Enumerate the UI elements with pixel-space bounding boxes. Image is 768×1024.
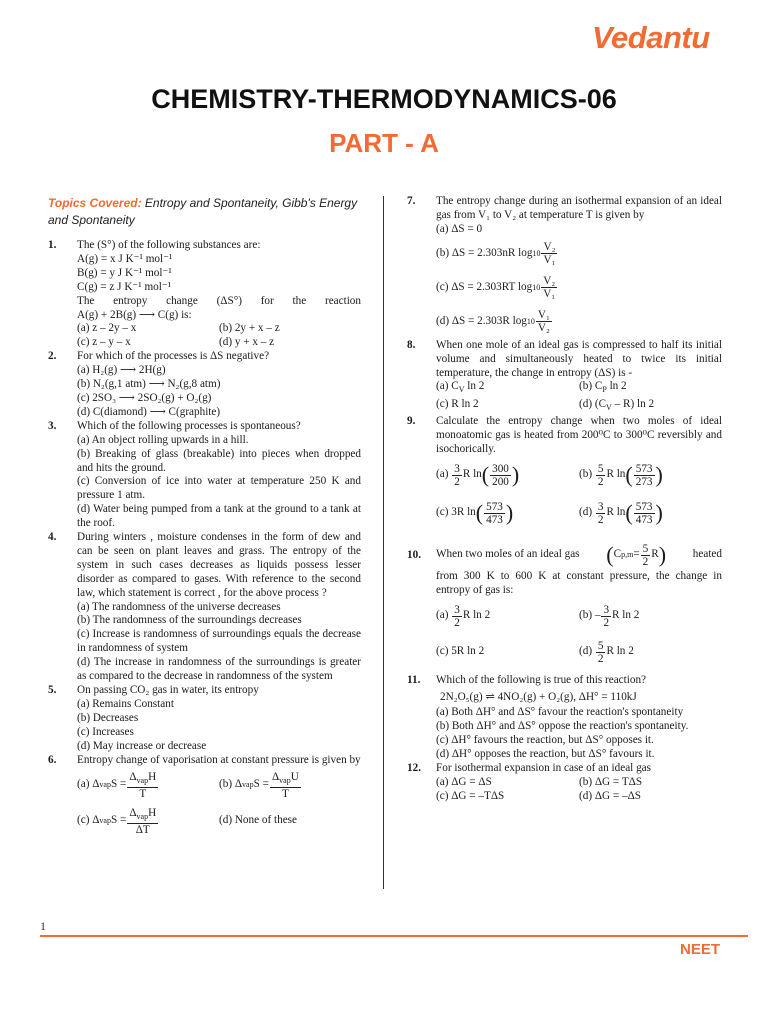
topics-label: Topics Covered: bbox=[48, 196, 142, 210]
question-stem: For which of the processes is ΔS negative? bbox=[77, 350, 270, 363]
option-b: (b) ΔS = 2.303nR log 10 $\frac{\text{V₂}}{\text{V₁}}$ bbox=[436, 241, 556, 267]
page-number: 1 bbox=[40, 919, 46, 933]
question-number: 12. bbox=[407, 761, 421, 774]
question-number: 10. bbox=[407, 549, 421, 562]
question-stem: For isothermal expansion in case of an ideal gas bbox=[436, 761, 651, 774]
question-stem: When two moles of an ideal gas ( C p,m = $\frac{5}{2}$ R ) heated bbox=[436, 542, 722, 568]
right-column bbox=[407, 195, 722, 804]
option-a: (a) $C_V$ ln 2 bbox=[436, 380, 485, 395]
question-6 bbox=[48, 754, 361, 840]
option-d: (d) $\frac{3}{2}$ R ln ( $\frac{573}{473}$ ) bbox=[579, 500, 663, 526]
q1-line: B(g) = y J K⁻¹ mol⁻¹ bbox=[77, 266, 172, 279]
question-stem: The entropy change during an isothermal expansion of an ideal gas from V₁ to V₂ at temperature T is given by bbox=[436, 195, 722, 221]
question-stem: Which of the following processes is spontaneous? bbox=[77, 419, 301, 432]
question-10 bbox=[407, 540, 722, 670]
question-number: 8. bbox=[407, 338, 416, 351]
topics-text: Entropy and Spontaneity, Gibb's Energy and Spontaneity bbox=[48, 196, 358, 227]
option-b: (b) Breaking of glass (breakable) into pieces when dropped and hits the ground. bbox=[77, 447, 361, 474]
q1-line: C(g) = z J K⁻¹ mol⁻¹ bbox=[77, 280, 172, 293]
option-a: (a) The randomness of the universe decreases bbox=[77, 600, 281, 613]
question-stem: Calculate the entropy change when two moles of ideal monoatomic gas is heated from 200⁰C to 300⁰C reversibly and isochorically. bbox=[436, 414, 722, 455]
question-7 bbox=[407, 195, 722, 339]
option-d: (d) $\frac{5}{2}$ R ln 2 bbox=[579, 639, 634, 665]
question-4 bbox=[48, 531, 361, 684]
part-heading: PART - A bbox=[329, 128, 439, 158]
option-a: (a) Remains Constant bbox=[77, 697, 174, 710]
option-b: (b) N₂(g,1 atm) ⟶ N₂(g,8 atm) bbox=[77, 378, 221, 391]
option-c: (c) R ln 2 bbox=[436, 397, 479, 410]
option-d: (d) ΔS = 2.303R log 10 $\frac{\text{V₁}}{\text{V₂}}$ bbox=[436, 309, 550, 335]
question-9 bbox=[407, 415, 722, 533]
page-title: CHEMISTRY-THERMODYNAMICS-06 bbox=[151, 84, 617, 114]
option-b: (b) Decreases bbox=[77, 711, 139, 724]
option-d: (d) ΔG = –ΔS bbox=[579, 789, 642, 802]
question-stem: On passing CO₂ gas in water, its entropy bbox=[77, 684, 259, 696]
option-a: (a) ΔG = ΔS bbox=[436, 775, 492, 788]
question-number: 5. bbox=[48, 684, 57, 696]
question-11 bbox=[407, 674, 722, 762]
option-c: (c) z – y – x bbox=[77, 336, 131, 349]
option-d: (d) None of these bbox=[219, 814, 297, 827]
exam-tag: NEET bbox=[679, 941, 720, 958]
option-c: (c) Increase is randomness of surroundings equals the decrease in randomness of system bbox=[77, 628, 361, 655]
option-a: (a) $\frac{3}{2}$ R ln 2 bbox=[436, 603, 491, 629]
option-b: (b) ΔG = TΔS bbox=[579, 775, 643, 788]
option-a: (a) z – 2y – x bbox=[77, 322, 137, 335]
option-d: (d) y + x – z bbox=[219, 336, 275, 349]
left-column bbox=[48, 195, 361, 839]
question-number: 1. bbox=[48, 239, 57, 251]
option-d: (d) $(C_V - R)$ ln 2 bbox=[579, 397, 655, 412]
question-3 bbox=[48, 420, 361, 531]
option-c: (c) Increases bbox=[77, 725, 134, 738]
option-b: (b) The randomness of the surroundings decreases bbox=[77, 614, 302, 627]
option-a: (a) $\frac{3}{2}$ R ln ( $\frac{300}{200}$ ) bbox=[436, 462, 520, 488]
option-a: (a) Δ vap S = $\frac{\Delta_{vap}H}{T}$ bbox=[77, 770, 157, 801]
option-a: (a) Both ΔH° and ΔS° favour the reaction's spontaneity bbox=[436, 706, 684, 719]
question-12 bbox=[407, 762, 722, 804]
option-c: (c) Δ vap S = $\frac{\Delta_{vap}H}{\Delta T}$ bbox=[77, 806, 157, 837]
question-number: 2. bbox=[48, 350, 57, 363]
option-b: (b) $C_P$ ln 2 bbox=[579, 380, 627, 395]
question-5 bbox=[48, 684, 361, 754]
option-d: (d) C(diamond) ⟶ C(graphite) bbox=[77, 405, 221, 418]
vedantu-logo: Vedantu bbox=[592, 20, 710, 55]
question-number: 6. bbox=[48, 753, 57, 766]
option-c: (c) 5R ln 2 bbox=[436, 645, 485, 658]
q1-line: A(g) = x J K⁻¹ mol⁻¹ bbox=[77, 252, 173, 265]
question-8 bbox=[407, 339, 722, 415]
option-b: (b) 2y + x – z bbox=[219, 322, 280, 335]
question-stem: When one mole of an ideal gas is compressed to half its initial volume and simultaneously heated to twice its initial temperature, the change in entropy (ΔS) is - bbox=[436, 338, 722, 379]
option-d: (d) May increase or decrease bbox=[77, 739, 207, 752]
question-number: 11. bbox=[407, 674, 421, 687]
q1-line: The entropy change (ΔS°) for the reaction bbox=[77, 294, 361, 307]
question-number: 4. bbox=[48, 531, 57, 544]
option-c: (c) ΔH° favours the reaction, but ΔS° opposes it. bbox=[436, 733, 654, 746]
option-c: (c) 2SO₃ ⟶ 2SO₂(g) + O₂(g) bbox=[77, 391, 212, 404]
option-b: (b) – $\frac{3}{2}$ R ln 2 bbox=[579, 603, 640, 629]
q1-line: A(g) + 2B(g) ⟶ C(g) is: bbox=[77, 308, 192, 321]
option-b: (b) Both ΔH° and ΔS° oppose the reaction's spontaneity. bbox=[436, 720, 689, 733]
question-stem: During winters , moisture condenses in the form of dew and can be seen on plant leaves and grass. The entropy of the system in such cases decreases as liquids possess lesser disorder as compared to gases. With reference to the second law, which statement is correct , for the above process ? bbox=[77, 531, 361, 599]
question-number: 7. bbox=[407, 195, 416, 207]
option-c: (c) 3R ln ( $\frac{573}{473}$ ) bbox=[436, 500, 514, 526]
question-2 bbox=[48, 350, 361, 420]
option-d: (d) The increase in randomness of the surroundings is greater as compared to the decrease in randomness of the system bbox=[77, 656, 361, 683]
question-number: 3. bbox=[48, 419, 57, 432]
option-b: (b) $\frac{5}{2}$ R ln ( $\frac{573}{273}$ ) bbox=[579, 462, 663, 488]
option-c: (c) Conversion of ice into water at temperature 250 K and pressure 1 atm. bbox=[77, 475, 361, 502]
option-d: (d) ΔH° opposes the reaction, but ΔS° favours it. bbox=[436, 747, 655, 760]
option-a: (a) H₂(g) ⟶ 2H(g) bbox=[77, 364, 166, 377]
option-a: (a) ΔS = 0 bbox=[436, 222, 483, 235]
question-number: 9. bbox=[407, 414, 416, 427]
option-d: (d) Water being pumped from a tank at the ground to a tank at the roof. bbox=[77, 503, 361, 530]
question-stem: Which of the following is true of this reaction? bbox=[436, 674, 647, 687]
reaction-equation: 2N₂O₅(g) ⇌ 4NO₂(g) + O₂(g), ΔH° = 110kJ bbox=[440, 691, 637, 704]
column-divider bbox=[383, 196, 384, 889]
question-stem: Entropy change of vaporisation at constant pressure is given by bbox=[77, 753, 361, 766]
question-1 bbox=[48, 239, 361, 350]
q1-line: The (S°) of the following substances are: bbox=[77, 239, 261, 251]
option-c: (c) ΔS = 2.303RT log 10 $\frac{\text{V₂}}{\text{V₁}}$ bbox=[436, 275, 556, 301]
topics-covered bbox=[48, 195, 361, 229]
option-c: (c) ΔG = –TΔS bbox=[436, 789, 505, 802]
question-stem-cont: from 300 K to 600 K at constant pressure, the change in entropy of gas is: bbox=[436, 570, 722, 597]
footer-rule bbox=[40, 935, 748, 937]
option-b: (b) Δ vap S = $\frac{\Delta_{vap}U}{T}$ bbox=[219, 770, 299, 801]
option-a: (a) An object rolling upwards in a hill. bbox=[77, 433, 249, 446]
